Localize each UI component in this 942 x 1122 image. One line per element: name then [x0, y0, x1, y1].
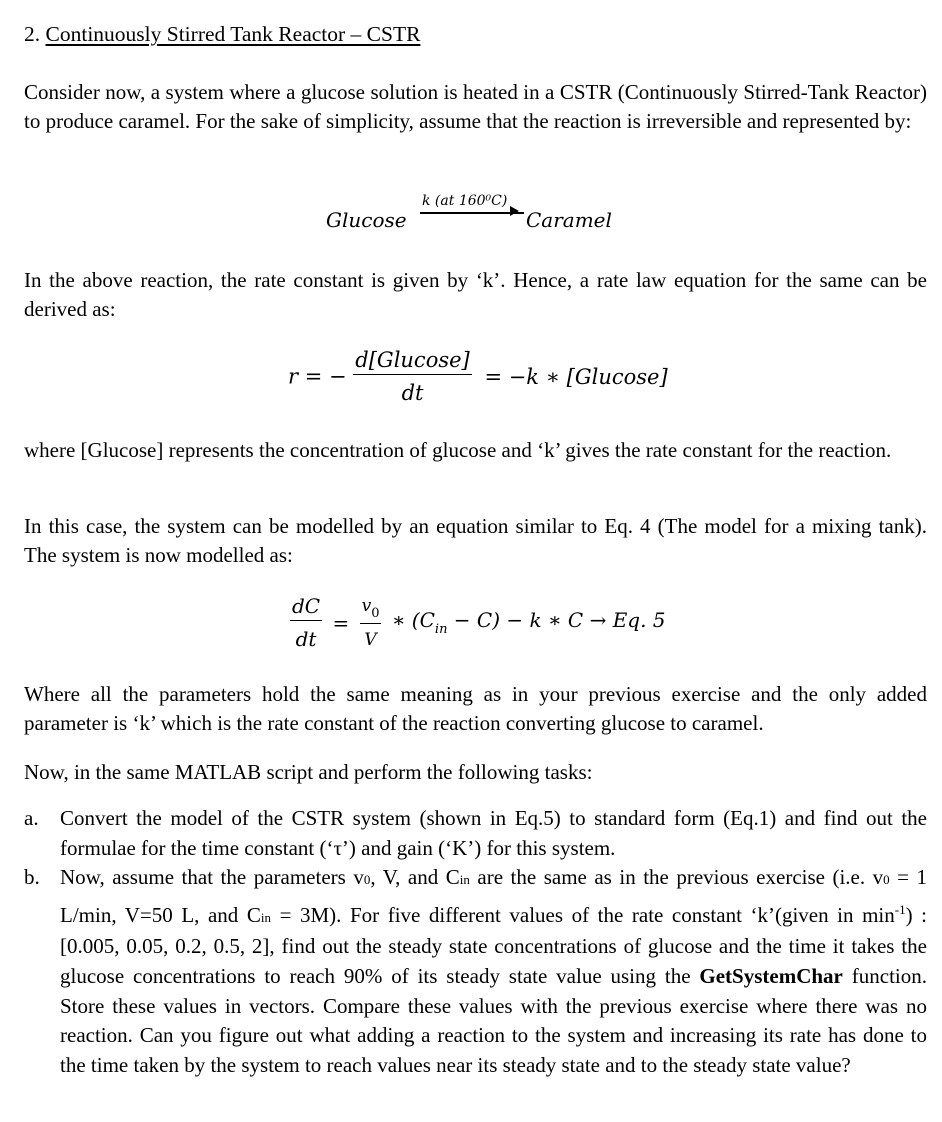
- task-b-text-1: Now, assume that the parameters v: [60, 865, 364, 890]
- rate-law-lhs: r = −: [288, 364, 347, 389]
- rate-law-rhs: = −k ∗ [Glucose]: [484, 364, 668, 389]
- reaction-arrow-shaft: [420, 212, 524, 214]
- now-paragraph: Now, in the same MATLAB script and perform the following tasks:: [24, 760, 593, 784]
- model-flow-v-subscript: 0: [371, 605, 380, 621]
- task-b-superscript: -1: [894, 901, 906, 917]
- task-list: [24, 804, 927, 1080]
- rate-paragraph: In the above reaction, the rate constant is given by ‘k’. Hence, a rate law equation for the same can be derived as:: [24, 268, 927, 321]
- task-b-text-7: function. Store these values in vectors. Compare these values with the previous exercise where there was no reaction. Can you figure out what adding a reaction to the system and increasing its rate has done to the time taken by the system to reach values near its steady state and to the steady state value?: [60, 963, 927, 1077]
- model-volume: V: [364, 629, 377, 650]
- rate-law-equation: [288, 348, 668, 405]
- task-b-sub-0a: 0: [363, 872, 371, 888]
- reaction-product: Caramel: [526, 208, 612, 232]
- model-rhs-part-b: − C) − k ∗ C → Eq. 5: [453, 608, 666, 632]
- model-equals: =: [332, 610, 350, 635]
- reaction-equation: [326, 192, 626, 238]
- params-paragraph: Where all the parameters hold the same meaning as in your previous exercise and the only added parameter is ‘k’ which is the rate constant of the reaction converting glucose to caramel.: [24, 682, 927, 735]
- reaction-reactant: Glucose: [326, 208, 407, 232]
- model-rhs-part-a: ∗ (C: [391, 608, 435, 632]
- task-b-sub-in-a: in: [459, 872, 470, 888]
- where-paragraph: where [Glucose] represents the concentration of glucose and ‘k’ gives the rate constant for the reaction.: [24, 438, 892, 462]
- reaction-arrow-head-icon: [510, 206, 519, 216]
- model-flow-v: v: [361, 595, 372, 616]
- model-lhs-fraction: [290, 594, 322, 651]
- model-paragraph: In this case, the system can be modelled by an equation similar to Eq. 4 (The model for a mixing tank). The system is now modelled as:: [24, 514, 927, 567]
- rate-law-fraction: [353, 348, 471, 405]
- task-b-text-6: ) : [0.005, 0.05, 0.2, 0.5, 2], find out the steady state concentrations of glucose and the time it takes the glucose concentrations to reach 90% of its steady state value using the: [60, 902, 928, 988]
- rate-law-numerator: d[Glucose]: [353, 348, 471, 375]
- reaction-condition: k (at 160⁰C): [422, 193, 508, 209]
- section-title: Continuously Stirred Tank Reactor – CSTR: [45, 22, 421, 46]
- task-b-sub-in-b: in: [260, 909, 272, 925]
- task-b: [24, 863, 927, 1080]
- task-a-marker: a.: [24, 806, 39, 830]
- task-b-text-2: , V, and C: [370, 865, 460, 890]
- model-lhs-numerator: dC: [290, 594, 322, 621]
- task-b-text-4: = 1 L/min, V=50 L, and C: [60, 865, 927, 927]
- rate-law-denominator: dt: [401, 381, 424, 405]
- section-heading: [24, 20, 420, 48]
- section-number: 2.: [24, 22, 41, 46]
- task-b-text-5: = 3M). For five different values of the rate constant ‘k’(given in min: [271, 902, 895, 927]
- model-flow-fraction: [360, 596, 382, 650]
- intro-paragraph: Consider now, a system where a glucose solution is heated in a CSTR (Continuously Stirred-Tank Reactor) to produce caramel. For the sake of simplicity, assume that the reaction is irreversible and represented by:: [24, 80, 927, 133]
- task-b-marker: b.: [24, 865, 40, 890]
- model-cin-subscript: in: [434, 622, 448, 637]
- model-equation: [290, 594, 666, 651]
- model-lhs-denominator: dt: [295, 627, 317, 651]
- task-b-sub-0b: 0: [883, 872, 890, 888]
- task-a-text: Convert the model of the CSTR system (shown in Eq.5) to standard form (Eq.1) and find out the formulae for the time constant (‘τ’) and gain (‘K’) for this system.: [60, 806, 927, 860]
- task-a: [24, 804, 927, 863]
- task-b-text-3: are the same as in the previous exercise (i.e. v: [469, 865, 884, 890]
- task-b-function-name: GetSystemChar: [699, 963, 843, 988]
